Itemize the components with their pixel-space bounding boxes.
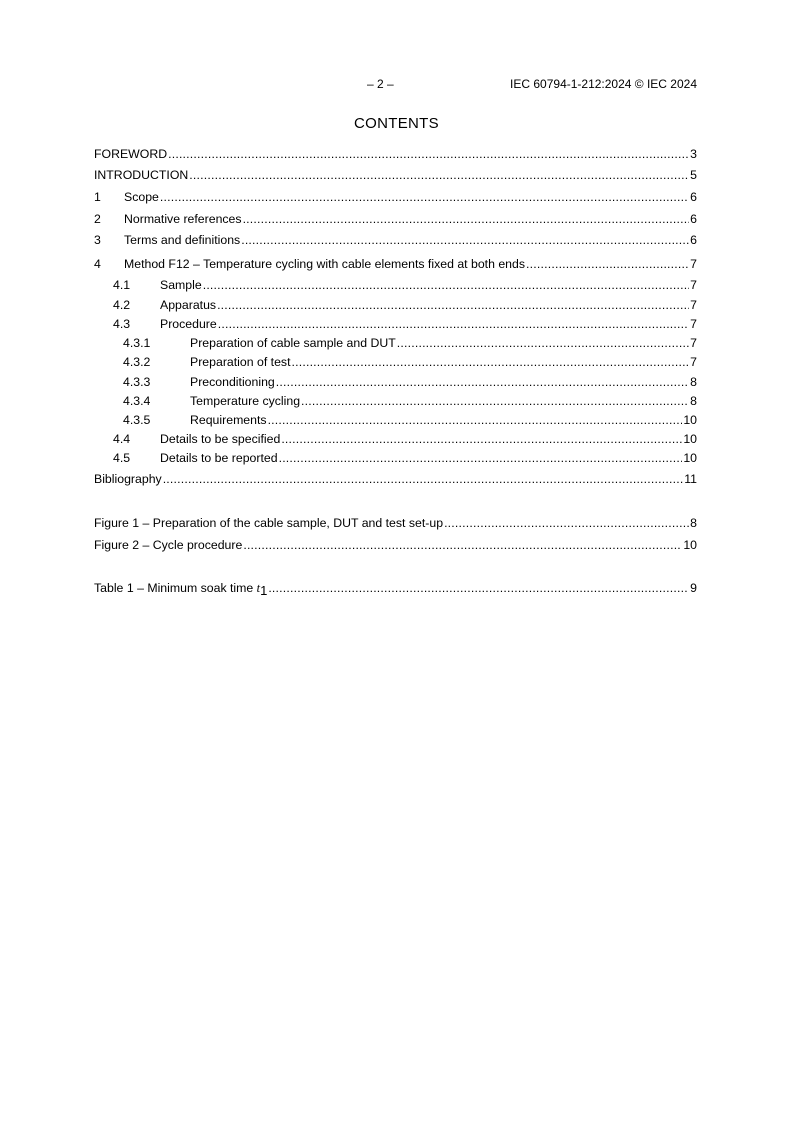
toc-entry-bibliography[interactable] <box>94 471 697 487</box>
toc-page-number: 10 <box>683 413 697 427</box>
toc-entry-number: 4.3 <box>113 317 131 331</box>
toc-entry-details-specified[interactable] <box>94 431 697 447</box>
toc-entry-introduction[interactable] <box>94 167 697 183</box>
toc-leader-dots <box>160 189 689 205</box>
table-entry-text <box>94 580 267 596</box>
toc-entry-number: 3 <box>94 233 101 247</box>
soak-time-symbol: t <box>256 581 261 595</box>
toc-leader-dots <box>163 471 684 487</box>
toc-leader-dots <box>276 374 689 390</box>
toc-leader-dots <box>243 211 690 227</box>
toc-entry-text: INTRODUCTION <box>94 168 189 182</box>
toc-leader-dots <box>243 537 682 553</box>
toc-page-number: 6 <box>690 233 697 247</box>
toc-entry-number: 4.2 <box>113 298 131 312</box>
toc-page-number: 6 <box>690 212 697 226</box>
toc-entry-text: Requirements <box>190 413 267 427</box>
toc-entry-preparation-test[interactable] <box>94 354 697 370</box>
document-reference: IEC 60794-1-212:2024 © IEC 2024 <box>510 77 697 91</box>
toc-leader-dots <box>281 431 682 447</box>
toc-entry-text: Preparation of cable sample and DUT <box>190 336 396 350</box>
toc-page-number: 7 <box>690 317 697 331</box>
toc-page-number: 11 <box>684 472 697 486</box>
table-page-number: 9 <box>690 581 697 595</box>
toc-entry-method-f12[interactable] <box>94 256 697 272</box>
toc-entry-text: Sample <box>160 278 202 292</box>
toc-page-number: 7 <box>690 336 697 350</box>
toc-entry-text: Apparatus <box>160 298 217 312</box>
toc-entry-requirements[interactable] <box>94 412 697 428</box>
toc-entry-details-reported[interactable] <box>94 450 697 466</box>
toc-leader-dots <box>203 277 689 293</box>
toc-entry-preconditioning[interactable] <box>94 374 697 390</box>
toc-entry-preparation-cable-sample[interactable] <box>94 335 697 351</box>
toc-entry-normative-references[interactable] <box>94 211 697 227</box>
toc-entry-apparatus[interactable] <box>94 297 697 313</box>
toc-page-number: 7 <box>690 298 697 312</box>
toc-entry-number: 4.1 <box>113 278 131 292</box>
toc-entry-text: Method F12 – Temperature cycling with cable elements fixed at both ends <box>124 257 526 271</box>
toc-entry-number: 4.3.3 <box>123 375 151 389</box>
toc-leader-dots <box>268 412 683 428</box>
page-title: CONTENTS <box>354 115 439 132</box>
list-of-figures-entry-1[interactable] <box>94 515 697 531</box>
toc-leader-dots <box>291 354 689 370</box>
toc-entry-text: Terms and definitions <box>124 233 241 247</box>
toc-entry-text: Bibliography <box>94 472 162 486</box>
toc-entry-foreword[interactable] <box>94 146 697 162</box>
toc-entry-number: 4.3.1 <box>123 336 151 350</box>
toc-entry-sample[interactable] <box>94 277 697 293</box>
figure-page-number: 8 <box>690 516 697 530</box>
toc-page-number: 10 <box>683 451 697 465</box>
toc-entry-text: Normative references <box>124 212 242 226</box>
toc-leader-dots <box>397 335 689 351</box>
toc-page-number: 8 <box>690 394 697 408</box>
toc-leader-dots <box>268 580 689 596</box>
toc-entry-number: 4 <box>94 257 101 271</box>
toc-entry-number: 2 <box>94 212 101 226</box>
toc-leader-dots <box>444 515 689 531</box>
toc-entry-number: 1 <box>94 190 101 204</box>
list-of-tables-entry-1[interactable] <box>94 580 697 596</box>
toc-leader-dots <box>526 256 689 272</box>
toc-leader-dots <box>189 167 689 183</box>
toc-entry-terms-definitions[interactable] <box>94 232 697 248</box>
toc-entry-text: Scope <box>124 190 159 204</box>
toc-entry-number: 4.3.4 <box>123 394 151 408</box>
toc-page-number: 5 <box>690 168 697 182</box>
toc-page-number: 7 <box>690 355 697 369</box>
toc-entry-text: Temperature cycling <box>190 394 301 408</box>
figure-entry-text: Figure 1 – Preparation of the cable sample, DUT and test set-up <box>94 516 444 530</box>
toc-entry-text: Details to be specified <box>160 432 281 446</box>
toc-entry-number: 4.3.5 <box>123 413 151 427</box>
table-entry-label: Table 1 – Minimum soak time <box>94 581 257 595</box>
toc-entry-number: 4.5 <box>113 451 131 465</box>
toc-entry-temperature-cycling[interactable] <box>94 393 697 409</box>
toc-entry-number: 4.3.2 <box>123 355 151 369</box>
toc-page-number: 7 <box>690 257 697 271</box>
toc-page-number: 10 <box>683 432 697 446</box>
toc-leader-dots <box>168 146 689 162</box>
toc-entry-text: Details to be reported <box>160 451 278 465</box>
toc-entry-text: Preconditioning <box>190 375 275 389</box>
toc-entry-procedure[interactable] <box>94 316 697 332</box>
toc-entry-scope[interactable] <box>94 189 697 205</box>
list-of-figures-entry-2[interactable] <box>94 537 697 553</box>
page-number: – 2 – <box>367 77 394 91</box>
toc-leader-dots <box>279 450 683 466</box>
toc-leader-dots <box>218 316 689 332</box>
page-header <box>94 77 697 91</box>
toc-entry-number: 4.4 <box>113 432 131 446</box>
figure-page-number: 10 <box>683 538 697 552</box>
toc-page-number: 7 <box>690 278 697 292</box>
toc-leader-dots <box>217 297 689 313</box>
toc-page-number: 3 <box>690 147 697 161</box>
toc-entry-text: FOREWORD <box>94 147 168 161</box>
toc-leader-dots <box>301 393 689 409</box>
toc-entry-text: Procedure <box>160 317 217 331</box>
soak-time-subscript: 1 <box>260 583 268 598</box>
toc-page-number: 6 <box>690 190 697 204</box>
toc-page-number: 8 <box>690 375 697 389</box>
toc-entry-text: Preparation of test <box>190 355 291 369</box>
figure-entry-text: Figure 2 – Cycle procedure <box>94 538 243 552</box>
toc-leader-dots <box>241 232 689 248</box>
